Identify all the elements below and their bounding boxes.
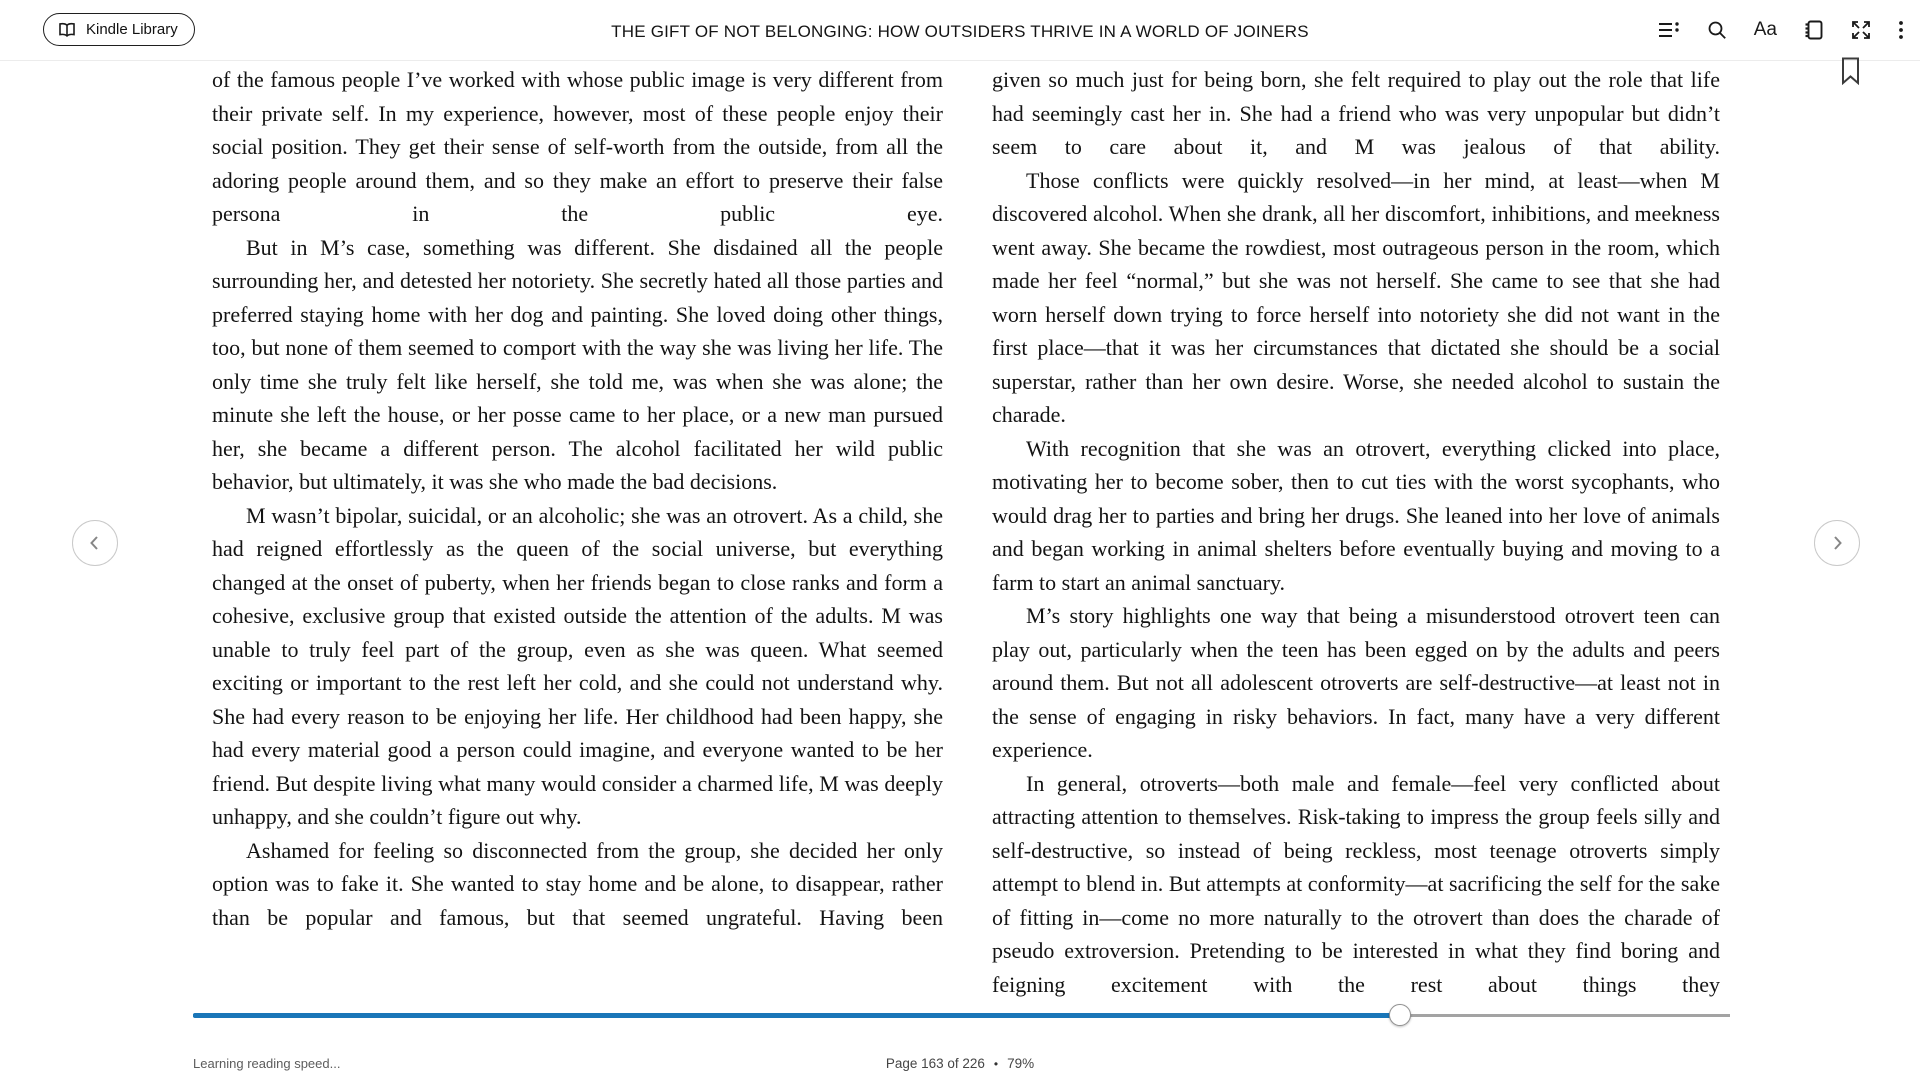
reading-speed-status: Learning reading speed... xyxy=(193,1056,341,1071)
paragraph: given so much just for being born, she felt required to play out the role that life had seemingly cast her in. She had a friend who was very unpopular but didn’t seem to care about it, and M was jealous of that ability. xyxy=(992,67,1720,159)
book-title: THE GIFT OF NOT BELONGING: HOW OUTSIDERS THRIVE IN A WORLD OF JOINERS xyxy=(611,22,1309,41)
page-label: Page 163 of 226 xyxy=(885,1056,985,1071)
notebook-icon xyxy=(1804,20,1824,40)
search-button[interactable] xyxy=(1707,20,1727,40)
right-page-column xyxy=(992,63,1720,1001)
search-icon xyxy=(1707,20,1727,40)
bullet-separator: • xyxy=(993,1057,999,1071)
font-settings-button[interactable] xyxy=(1754,19,1777,41)
toc-button[interactable] xyxy=(1658,21,1680,39)
notebook-button[interactable] xyxy=(1804,20,1824,40)
previous-page-button[interactable] xyxy=(72,520,118,566)
percent-read: 79% xyxy=(1007,1056,1035,1071)
paragraph: Ashamed for feeling so disconnected from the group, she decided her only option was to fake it. She wanted to stay home and be alone, to disappear, rather than be popular and famous, but that seemed ungrateful. Having been xyxy=(212,837,943,930)
paragraph: of the famous people I’ve worked with whose public image is very different from their private self. In my experience, however, most of these people enjoy their social position. They get their sense of self-worth from the outside, from all the adoring people around them, and so they make an effort to preserve their false persona in the public eye. xyxy=(212,67,943,226)
bookmark-outline-icon xyxy=(1841,57,1860,85)
paragraph: In general, otroverts—both male and female—feel very conflicted about attracting attention to themselves. Risk-taking to impress the group feels silly and self-destructive, so instead of being reckless, most teenage otroverts simply attempt to blend in. But attempts at conformity—at sacrificing the self for the sake of fitting in—come no more naturally to the otrovert than does the charade of pseudo extroversion. Pretending to be interested in what they find boring and feigning excitement with the rest about things they xyxy=(992,770,1720,997)
page-position-info xyxy=(0,1056,1920,1071)
fullscreen-expand-icon xyxy=(1851,20,1871,40)
chevron-right-icon xyxy=(1825,530,1849,556)
progress-fill xyxy=(193,1013,1400,1018)
toc-list-icon xyxy=(1658,21,1680,39)
chevron-left-icon xyxy=(83,530,107,556)
progress-handle[interactable] xyxy=(1389,1004,1411,1026)
reading-progress-slider[interactable] xyxy=(193,1013,1730,1018)
top-bar xyxy=(0,0,1920,61)
toolbar-icons xyxy=(1658,0,1904,60)
kebab-menu-icon xyxy=(1898,20,1904,40)
fullscreen-button[interactable] xyxy=(1851,20,1871,40)
paragraph: With recognition that she was an otrovert, everything clicked into place, motivating her to become sober, then to cut ties with the worst sycophants, who would drag her to parties and bring her drugs. She leaned into her love of animals and began working in animal shelters before eventually buying and moving to a farm to start an animal sanctuary. xyxy=(992,435,1720,595)
bookmark-toggle[interactable] xyxy=(1841,57,1860,85)
paragraph: But in M’s case, something was different. She disdained all the people surrounding her, and detested her notoriety. She secretly hated all those parties and preferred staying home with her dog and painting. She loved doing other things, too, but none of them seemed to comport with the way she was living her life. The only time she truly felt like herself, she told me, was when she was alone; the minute she left the house, or her posse came to her place, or a new man pursued her, she became a different person. The alcohol facilitated her wild public behavior, but ultimately, it was she who made the bad decisions. xyxy=(212,234,943,494)
next-page-button[interactable] xyxy=(1814,520,1860,566)
font-size-icon: Aa xyxy=(1753,19,1777,40)
kindle-library-label: Kindle Library xyxy=(86,21,178,38)
left-page-column xyxy=(212,63,943,1001)
paragraph: Those conflicts were quickly resolved—in her mind, at least—when M discovered alcohol. When she drank, all her discomfort, inhibitions, and meekness went away. She became the rowdiest, most outrageous person in the room, which made her feel “normal,” but she was not herself. She came to see that she had worn herself down trying to force herself into notoriety she did not want in the first place—that it was her circumstances that dictated she should be a social superstar, rather than her own desire. Worse, she needed alcohol to sustain the charade. xyxy=(992,167,1720,427)
paragraph: M wasn’t bipolar, suicidal, or an alcoholic; she was an otrovert. As a child, she had reigned effortlessly as the queen of the social universe, but everything changed at the onset of puberty, when her friends began to close ranks and form a cohesive, exclusive group that existed outside the attention of the adults. M was unable to truly feel part of the group, even as she was queen. What seemed exciting or important to the rest left her cold, and she could not understand why. She had every reason to be enjoying her life. Her childhood had been happy, she had every material good a person could imagine, and everyone wanted to be her friend. But despite living what many would consider a charmed life, M was deeply unhappy, and she couldn’t figure out why. xyxy=(212,502,943,829)
more-options-button[interactable] xyxy=(1898,20,1904,40)
paragraph: M’s story highlights one way that being a misunderstood otrovert teen can play out, particularly when the teen has been egged on by the adults and peers around them. But not all adolescent otroverts are self-destructive—at least not in the sense of engaging in risky behaviors. In fact, many have a very different experience. xyxy=(992,603,1720,762)
